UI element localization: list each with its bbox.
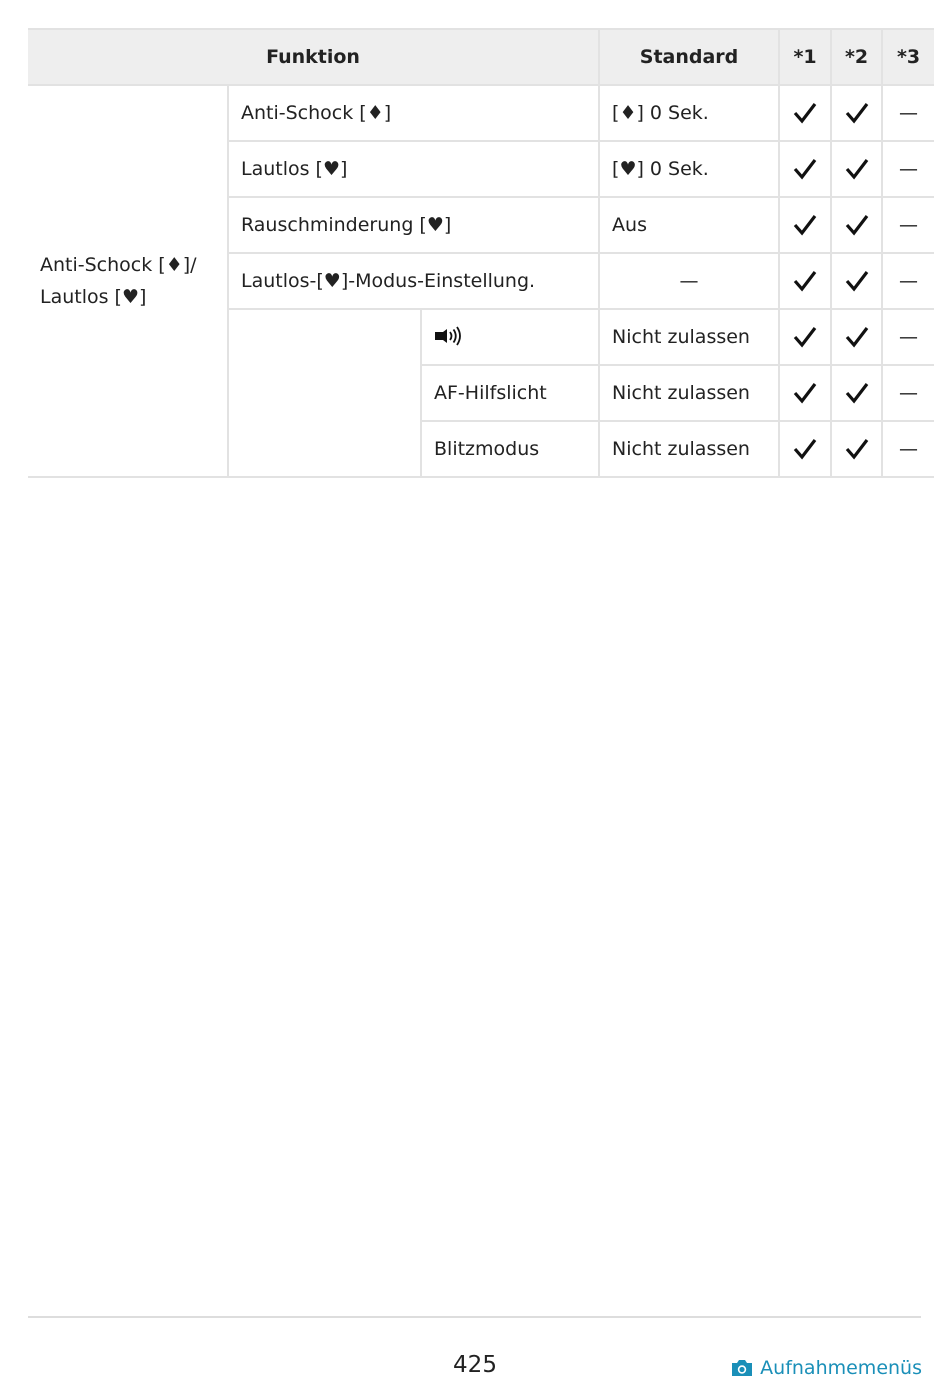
col3-cell: — [882,365,934,421]
function-cell: AF-Hilfslicht [421,365,599,421]
function-cell: Rauschminderung [♥] [228,197,599,253]
col1-cell [779,421,831,477]
header-function: Funktion [28,29,599,85]
checkmark-icon [845,438,869,460]
checkmark-icon [845,326,869,348]
checkmark-icon [845,270,869,292]
col2-cell [831,85,882,141]
checkmark-icon [793,270,817,292]
group-label-cell [28,85,228,477]
camera-icon [730,1358,754,1378]
standard-cell: [♥] 0 Sek. [599,141,779,197]
section-link[interactable] [730,1357,922,1379]
footer-divider [28,1316,921,1318]
function-cell: Anti-Schock [♦] [228,85,599,141]
col3-cell: — [882,253,934,309]
col2-cell [831,421,882,477]
beep-sound-icon [434,326,462,346]
function-cell [421,309,599,365]
col1-cell [779,253,831,309]
checkmark-icon [793,158,817,180]
page-number: 425 [453,1352,497,1378]
header-col2: *2 [831,29,882,85]
col2-cell [831,197,882,253]
function-cell: Lautlos-[♥]-Modus-Einstellung. [228,253,599,309]
standard-cell: [♦] 0 Sek. [599,85,779,141]
settings-table [28,28,934,478]
sub-group-spacer-cell [228,309,421,477]
standard-cell: Aus [599,197,779,253]
checkmark-icon [793,438,817,460]
col2-cell [831,309,882,365]
col1-cell [779,141,831,197]
checkmark-icon [793,102,817,124]
col2-cell [831,253,882,309]
header-col1: *1 [779,29,831,85]
checkmark-icon [793,382,817,404]
header-standard: Standard [599,29,779,85]
checkmark-icon [793,326,817,348]
col3-cell: — [882,85,934,141]
standard-cell: Nicht zulassen [599,309,779,365]
standard-cell: Nicht zulassen [599,365,779,421]
col1-cell [779,197,831,253]
group-label-line2: Lautlos [♥] [40,286,147,308]
checkmark-icon [793,214,817,236]
col1-cell [779,309,831,365]
col3-cell: — [882,309,934,365]
checkmark-icon [845,102,869,124]
group-label-line1: Anti-Schock [♦]/ [40,254,197,276]
col2-cell [831,141,882,197]
col1-cell [779,85,831,141]
col3-cell: — [882,141,934,197]
function-cell: Blitzmodus [421,421,599,477]
checkmark-icon [845,382,869,404]
table-header-row [28,29,934,85]
standard-cell: — [599,253,779,309]
checkmark-icon [845,214,869,236]
header-col3: *3 [882,29,934,85]
checkmark-icon [845,158,869,180]
table-row [28,85,934,141]
col3-cell: — [882,421,934,477]
standard-cell: Nicht zulassen [599,421,779,477]
col1-cell [779,365,831,421]
section-link-label[interactable]: Aufnahmemenüs [760,1357,922,1379]
col3-cell: — [882,197,934,253]
col2-cell [831,365,882,421]
function-cell: Lautlos [♥] [228,141,599,197]
